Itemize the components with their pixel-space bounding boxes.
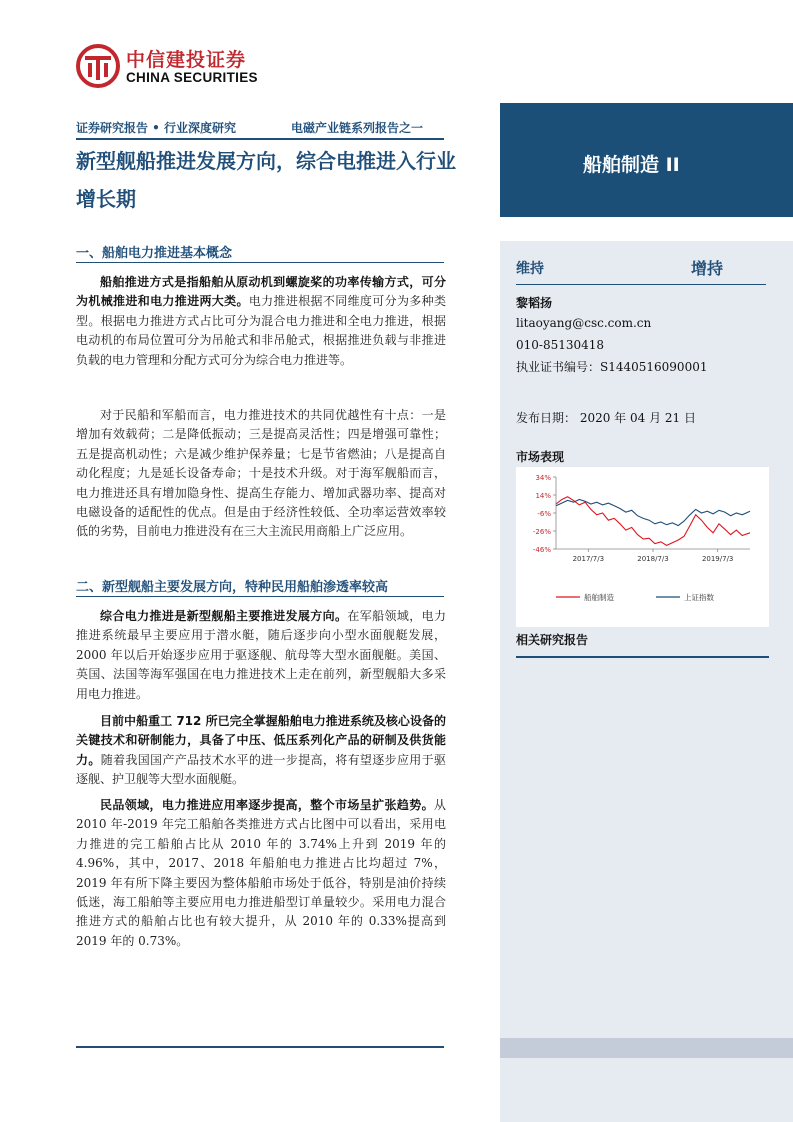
- chart-y-tick-label: 34%: [535, 474, 551, 482]
- related-reports-title: 相关研究报告: [516, 633, 589, 647]
- paragraph-5-body: 从 2010 年-2019 年完工船舶各类推进方式占比图中可以看出，采用电力推进的完工船舶占比从 2010 年的 3.74%上升到 2019 年的 4.96%，其中，2017、2018 年船舶电力推进占比均超过 7%，2019 年有所下降主要因为整体船舶市场处于低谷，特别是油价持续低迷，海工船舶等主要应用电力推进船型订单量较少。采用电力混合推进方式的船舶占比也有较大提升，从 2010 年的 0.33%提高到 2019 年的 0.73%。: [76, 798, 446, 948]
- company-logo: [76, 44, 276, 92]
- section-1-divider: [76, 262, 444, 263]
- paragraph-1: [76, 273, 446, 370]
- chart-series-line: [556, 500, 750, 526]
- report-type: 证券研究报告 • 行业深度研究: [76, 121, 237, 135]
- logo-name-en: CHINA SECURITIES: [126, 70, 258, 85]
- citic-logo-icon: [76, 44, 120, 88]
- chart-legend-label: 船舶制造: [584, 593, 614, 602]
- rating-value: 增持: [691, 259, 724, 278]
- paragraph-5: [76, 796, 446, 951]
- paragraph-4-body: 随着我国国产产品技术水平的进一步提高，将有望逐步应用于驱逐舰、护卫舰等大型水面舰艇。: [76, 752, 446, 787]
- market-chart: [516, 467, 769, 627]
- industry-name: 船舶制造 II: [583, 154, 680, 176]
- paragraph-4: [76, 712, 446, 790]
- market-chart-svg: [516, 467, 769, 627]
- paragraph-3: [76, 607, 446, 704]
- rating-divider: [516, 284, 766, 285]
- related-divider: [516, 656, 769, 658]
- chart-x-tick-label: 2019/7/3: [701, 555, 734, 563]
- paragraph-4-lead: 目前中船重工 712 所已完全掌握船舶电力推进系统及核心设备的关键技术和研制能力，具备了中压、低压系列化产品的研制及供货能力。: [76, 714, 446, 767]
- report-title: 新型舰船推进发展方向，综合电推进入行业增长期: [76, 149, 456, 211]
- analyst-phone: 010-85130418: [516, 338, 605, 352]
- market-performance-title: 市场表现: [516, 450, 565, 464]
- rating-action: 维持: [516, 261, 544, 277]
- logo-name-cn: 中信建投证券: [126, 49, 247, 71]
- report-series: 电磁产业链系列报告之一: [291, 121, 424, 135]
- paragraph-2-body: 对于民船和军船而言，电力推进技术的共同优越性有十点：一是增加有效载荷；二是降低振动；三是提高灵活性；四是增强可靠性；五是提高机动性；六是减少维护保养量；七是节省燃油；八是提高自动化程度；九是延长设备寿命；十是技术升级。对于海军舰船而言，电力推进还具有增加隐身性、提高生存能力、增加武器功率、提高对电磁设备的适配性的优点。但是由于经济性较低、全功率运营效率较低的劣势，目前电力推进没有在三大主流民用商船上广泛应用。: [76, 408, 446, 539]
- header-divider: [76, 138, 444, 140]
- paragraph-2: [76, 406, 446, 542]
- publish-date: 发布日期： 2020 年 04 月 21 日: [516, 411, 696, 425]
- paragraph-3-lead: 综合电力推进是新型舰船主要推进发展方向。: [100, 609, 348, 623]
- paragraph-5-lead: 民品领域，电力推进应用率逐步提高，整个市场呈扩张趋势。: [100, 798, 434, 812]
- chart-x-tick-label: 2018/7/3: [637, 555, 669, 563]
- section-2-divider: [76, 596, 444, 597]
- paragraph-3-body: 在军船领域，电力推进系统最早主要应用于潜水艇，随后逐步向小型水面舰艇发展，2000 年以后开始逐步应用于驱逐舰、航母等大型水面舰艇。美国、英国、法国等海军强国在电力推进技术上走在前列，新型舰船大多采用电力推进。: [76, 609, 446, 701]
- analyst-email: litaoyang@csc.com.cn: [516, 316, 652, 330]
- footer-divider: [76, 1046, 444, 1048]
- analyst-cert: 执业证书编号：S1440516090001: [516, 360, 708, 374]
- chart-y-tick-label: -26%: [532, 528, 551, 536]
- section-2-title: 二、新型舰船主要发展方向，特种民用船舶渗透率较高: [76, 580, 389, 595]
- chart-y-tick-label: -46%: [532, 546, 551, 554]
- chart-legend-label: 上证指数: [684, 593, 714, 602]
- analyst-name: 黎韬扬: [516, 296, 553, 310]
- sidebar-footer-band: [500, 1038, 793, 1058]
- chart-y-tick-label: 14%: [535, 492, 551, 500]
- chart-series-line: [556, 497, 750, 546]
- section-1-title: 一、船舶电力推进基本概念: [76, 246, 233, 261]
- paragraph-1-lead: 船舶推进方式是指船舶从原动机到螺旋桨的功率传输方式，可分为机械推进和电力推进两大类。: [76, 275, 446, 309]
- chart-y-tick-label: -6%: [537, 510, 551, 518]
- paragraph-1-body: 电力推进根据不同维度可分为多种类型。根据电力推进方式占比可分为混合电力推进和全电力推进，根据电动机的布局位置可分为吊舱式和非吊舱式，根据推进负载与非推进负载的电力管理和分配方式可分为综合电力推进等。: [76, 294, 446, 367]
- chart-x-tick-label: 2017/7/3: [572, 555, 605, 563]
